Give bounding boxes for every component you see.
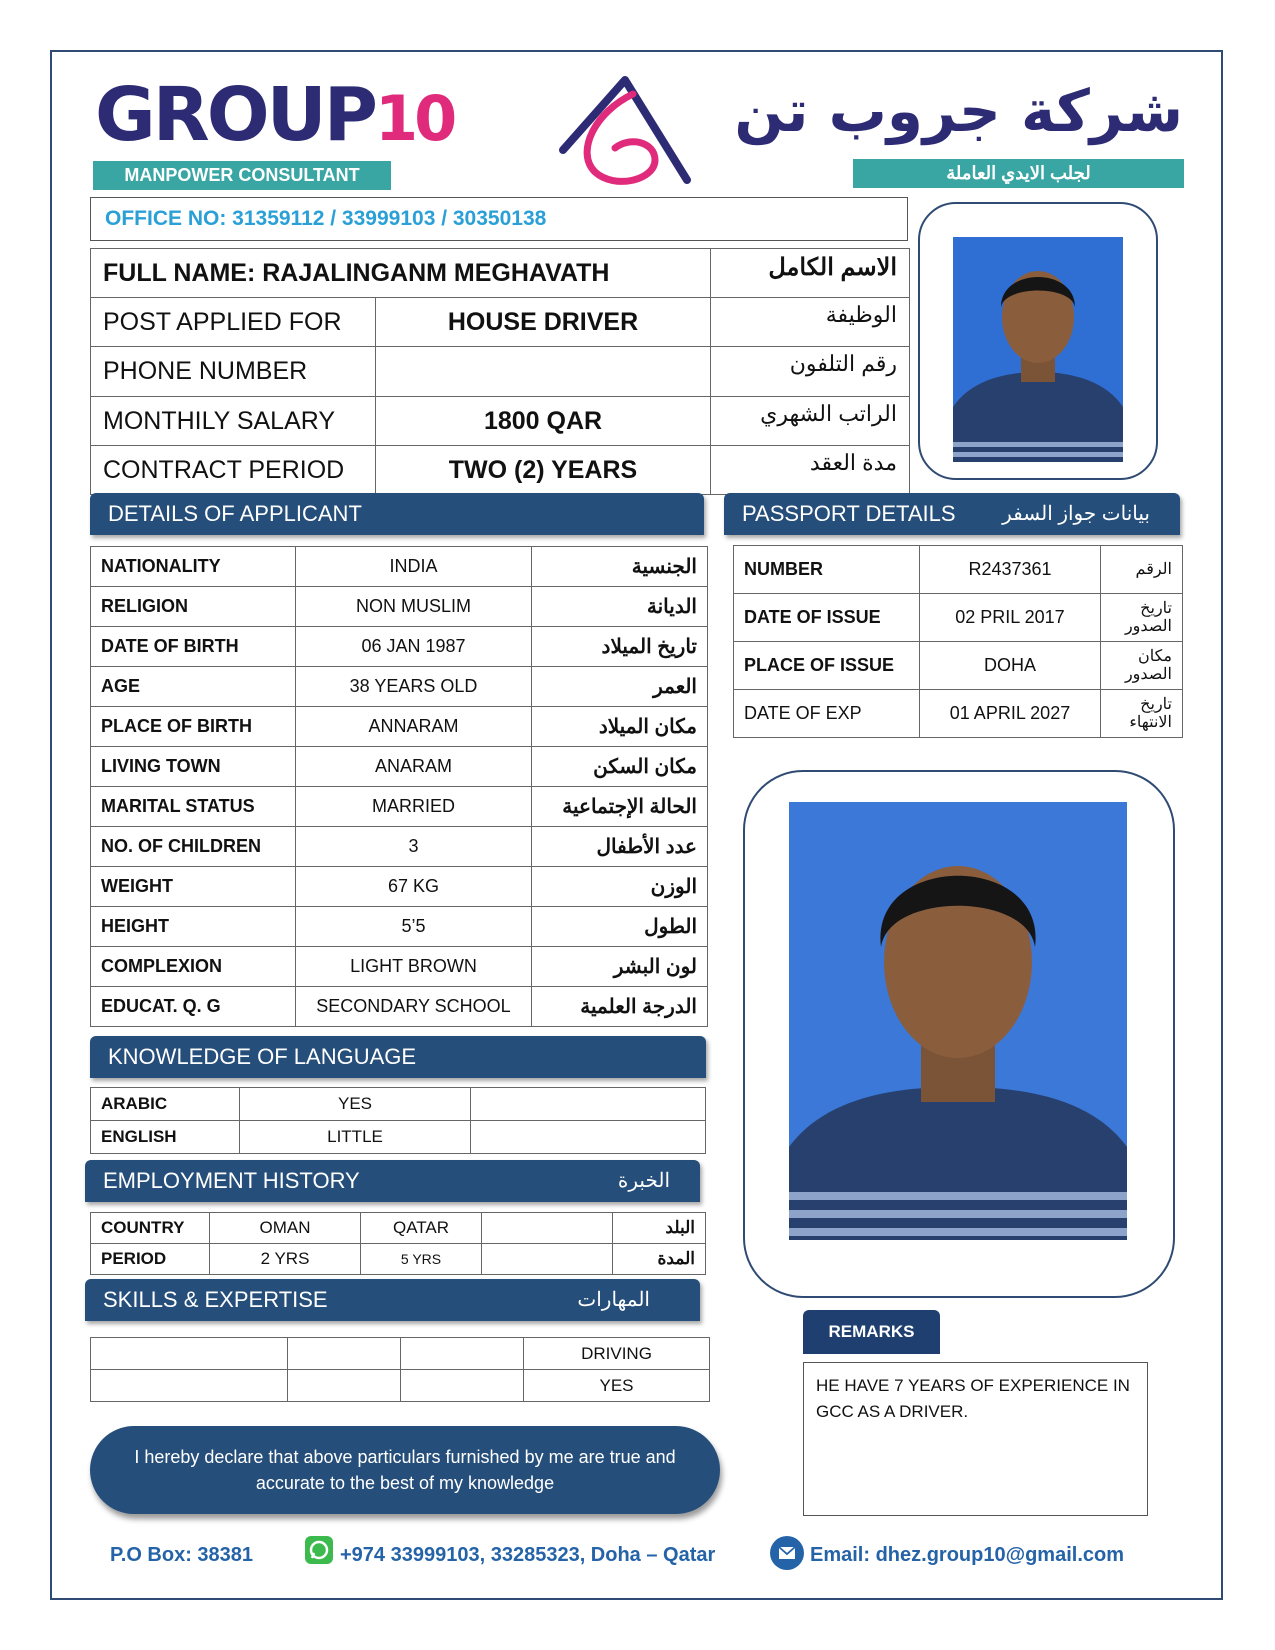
detail-label: DATE OF BIRTH: [91, 627, 296, 667]
row-label: POST APPLIED FOR: [91, 298, 376, 347]
language-table: [90, 1087, 706, 1154]
footer-email: Email: dhez.group10@gmail.com: [810, 1544, 1125, 1566]
language-label: ARABIC: [91, 1088, 240, 1121]
detail-label-ar: الديانة: [532, 587, 708, 627]
details-header: [90, 493, 704, 535]
detail-label: WEIGHT: [91, 867, 296, 907]
detail-label-ar: الحالة الإجتماعية: [532, 787, 708, 827]
language-label: ENGLISH: [91, 1121, 240, 1154]
full-name-row: [91, 249, 910, 298]
detail-value: 5’5: [296, 907, 532, 947]
row-label: PHONE NUMBER: [91, 347, 376, 397]
skills-title-ar: المهارات: [577, 1289, 650, 1311]
large-photo-frame: [743, 770, 1175, 1298]
passport-label-ar: تاريخ الانتهاء: [1101, 690, 1183, 738]
detail-label: NATIONALITY: [91, 547, 296, 587]
remarks-text: HE HAVE 7 YEARS OF EXPERIENCE IN GCC AS A DRIVER.: [803, 1362, 1148, 1516]
table-row: [734, 594, 1183, 642]
detail-label-ar: تاريخ الميلاد: [532, 627, 708, 667]
row-label-ar: مدة العقد: [711, 446, 910, 495]
detail-label-ar: الوزن: [532, 867, 708, 907]
detail-value: SECONDARY SCHOOL: [296, 987, 532, 1027]
table-row: [91, 547, 708, 587]
footer-pobox: P.O Box: 38381: [110, 1544, 254, 1566]
arabic-tagline: لجلب الايدي العاملة: [853, 159, 1184, 188]
table-row: [734, 642, 1183, 690]
country-value: OMAN: [210, 1213, 361, 1244]
passport-label: DATE OF EXP: [734, 690, 920, 738]
passport-value: R2437361: [920, 546, 1101, 594]
row-label-ar: الراتب الشهري: [711, 397, 910, 446]
employment-title: EMPLOYMENT HISTORY: [103, 1168, 360, 1193]
empty-cell: [401, 1338, 524, 1370]
table-row: [91, 298, 910, 347]
language-header: [90, 1036, 706, 1078]
skill-name: DRIVING: [524, 1338, 710, 1370]
table-row: [91, 1338, 710, 1370]
table-row: [91, 947, 708, 987]
passport-label-ar: تاريخ الصدور: [1101, 594, 1183, 642]
passport-label: DATE OF ISSUE: [734, 594, 920, 642]
detail-label-ar: العمر: [532, 667, 708, 707]
passport-label-ar: مكان الصدور: [1101, 642, 1183, 690]
empty-cell: [91, 1370, 288, 1402]
detail-label: PLACE OF BIRTH: [91, 707, 296, 747]
summary-table: [90, 248, 910, 495]
detail-label-ar: الطول: [532, 907, 708, 947]
detail-value: ANARAM: [296, 747, 532, 787]
skill-value: YES: [524, 1370, 710, 1402]
passport-title: PASSPORT DETAILS: [742, 501, 956, 526]
detail-value: ANNARAM: [296, 707, 532, 747]
empty-cell: [288, 1370, 401, 1402]
company-logo: GROUP10: [95, 72, 454, 158]
empty-cell: [482, 1244, 613, 1275]
table-row: [91, 1121, 706, 1154]
country-value: QATAR: [361, 1213, 482, 1244]
table-row: [91, 747, 708, 787]
row-label: CONTRACT PERIOD: [91, 446, 376, 495]
applicant-photo-large: [789, 802, 1127, 1240]
table-row: [91, 1213, 706, 1244]
detail-label: LIVING TOWN: [91, 747, 296, 787]
period-label-ar: المدة: [613, 1244, 706, 1275]
passport-value: 02 PRIL 2017: [920, 594, 1101, 642]
period-value: 2 YRS: [210, 1244, 361, 1275]
passport-title-ar: بيانات جواز السفر: [1002, 503, 1150, 525]
period-value: 5 YRS: [361, 1244, 482, 1275]
table-row: [91, 707, 708, 747]
detail-value: MARRIED: [296, 787, 532, 827]
row-label: MONTHILY SALARY: [91, 397, 376, 446]
table-row: [91, 587, 708, 627]
table-row: [91, 987, 708, 1027]
row-value: TWO (2) YEARS: [376, 446, 711, 495]
table-row: [91, 627, 708, 667]
passport-table: [733, 545, 1183, 738]
empty-cell: [401, 1370, 524, 1402]
details-table: [90, 546, 708, 1027]
detail-value: LIGHT BROWN: [296, 947, 532, 987]
detail-value: NON MUSLIM: [296, 587, 532, 627]
detail-label-ar: الجنسية: [532, 547, 708, 587]
table-row: [91, 1088, 706, 1121]
table-row: [734, 546, 1183, 594]
whatsapp-icon: [305, 1536, 333, 1564]
empty-cell: [471, 1121, 706, 1154]
row-label-ar: رقم التلفون: [711, 347, 910, 397]
office-numbers: OFFICE NO: 31359112 / 33999103 / 30350138: [90, 197, 908, 241]
language-value: LITTLE: [240, 1121, 471, 1154]
remarks-header: REMARKS: [803, 1310, 940, 1354]
detail-label-ar: مكان السكن: [532, 747, 708, 787]
footer-phone: +974 33999103, 33285323, Doha – Qatar: [340, 1544, 716, 1566]
detail-value: 67 KG: [296, 867, 532, 907]
row-label-ar: الوظيفة: [711, 298, 910, 347]
empty-cell: [471, 1088, 706, 1121]
email-icon: [770, 1536, 804, 1570]
employment-header: [85, 1160, 700, 1202]
table-row: [91, 1370, 710, 1402]
table-row: [91, 397, 910, 446]
logo-tagline: MANPOWER CONSULTANT: [93, 161, 391, 190]
country-label-ar: البلد: [613, 1213, 706, 1244]
table-row: [91, 787, 708, 827]
table-row: [91, 446, 910, 495]
small-photo-frame: [918, 202, 1158, 480]
country-label: COUNTRY: [91, 1213, 210, 1244]
table-row: [91, 907, 708, 947]
passport-header: [724, 493, 1180, 535]
language-title: KNOWLEDGE OF LANGUAGE: [108, 1044, 417, 1069]
emblem-logo-icon: [555, 72, 695, 187]
full-name: FULL NAME: RAJALINGANM MEGHAVATH: [91, 249, 711, 298]
row-value: 1800 QAR: [376, 397, 711, 446]
skills-table: [90, 1337, 710, 1402]
detail-label-ar: لون البشر: [532, 947, 708, 987]
table-row: [734, 690, 1183, 738]
declaration: I hereby declare that above particulars furnished by me are true and accurate to the best of my knowledge: [90, 1426, 720, 1514]
employment-title-ar: الخبرة: [617, 1170, 670, 1192]
skills-header: [85, 1279, 700, 1321]
period-label: PERIOD: [91, 1244, 210, 1275]
detail-label-ar: مكان الميلاد: [532, 707, 708, 747]
detail-value: 3: [296, 827, 532, 867]
full-name-ar: الاسم الكامل: [711, 249, 910, 298]
detail-label-ar: الدرجة العلمية: [532, 987, 708, 1027]
detail-value: INDIA: [296, 547, 532, 587]
arabic-company-name: شركة جروب تن: [734, 77, 1183, 145]
row-value: HOUSE DRIVER: [376, 298, 711, 347]
details-title: DETAILS OF APPLICANT: [108, 501, 362, 526]
table-row: [91, 1244, 706, 1275]
skills-title: SKILLS & EXPERTISE: [103, 1287, 328, 1312]
detail-label: NO. OF CHILDREN: [91, 827, 296, 867]
employment-table: [90, 1212, 706, 1275]
detail-label: EDUCAT. Q. G: [91, 987, 296, 1027]
passport-label-ar: الرقم: [1101, 546, 1183, 594]
detail-label: COMPLEXION: [91, 947, 296, 987]
empty-cell: [482, 1213, 613, 1244]
passport-label: PLACE OF ISSUE: [734, 642, 920, 690]
detail-label: AGE: [91, 667, 296, 707]
empty-cell: [91, 1338, 288, 1370]
row-value: [376, 347, 711, 397]
applicant-photo-small: [953, 237, 1123, 462]
table-row: [91, 867, 708, 907]
passport-value: DOHA: [920, 642, 1101, 690]
detail-label: MARITAL STATUS: [91, 787, 296, 827]
passport-value: 01 APRIL 2027: [920, 690, 1101, 738]
table-row: [91, 827, 708, 867]
passport-label: NUMBER: [734, 546, 920, 594]
detail-label: RELIGION: [91, 587, 296, 627]
empty-cell: [288, 1338, 401, 1370]
detail-label-ar: عدد الأطفال: [532, 827, 708, 867]
detail-value: 06 JAN 1987: [296, 627, 532, 667]
detail-value: 38 YEARS OLD: [296, 667, 532, 707]
detail-label: HEIGHT: [91, 907, 296, 947]
language-value: YES: [240, 1088, 471, 1121]
table-row: [91, 347, 910, 397]
table-row: [91, 667, 708, 707]
